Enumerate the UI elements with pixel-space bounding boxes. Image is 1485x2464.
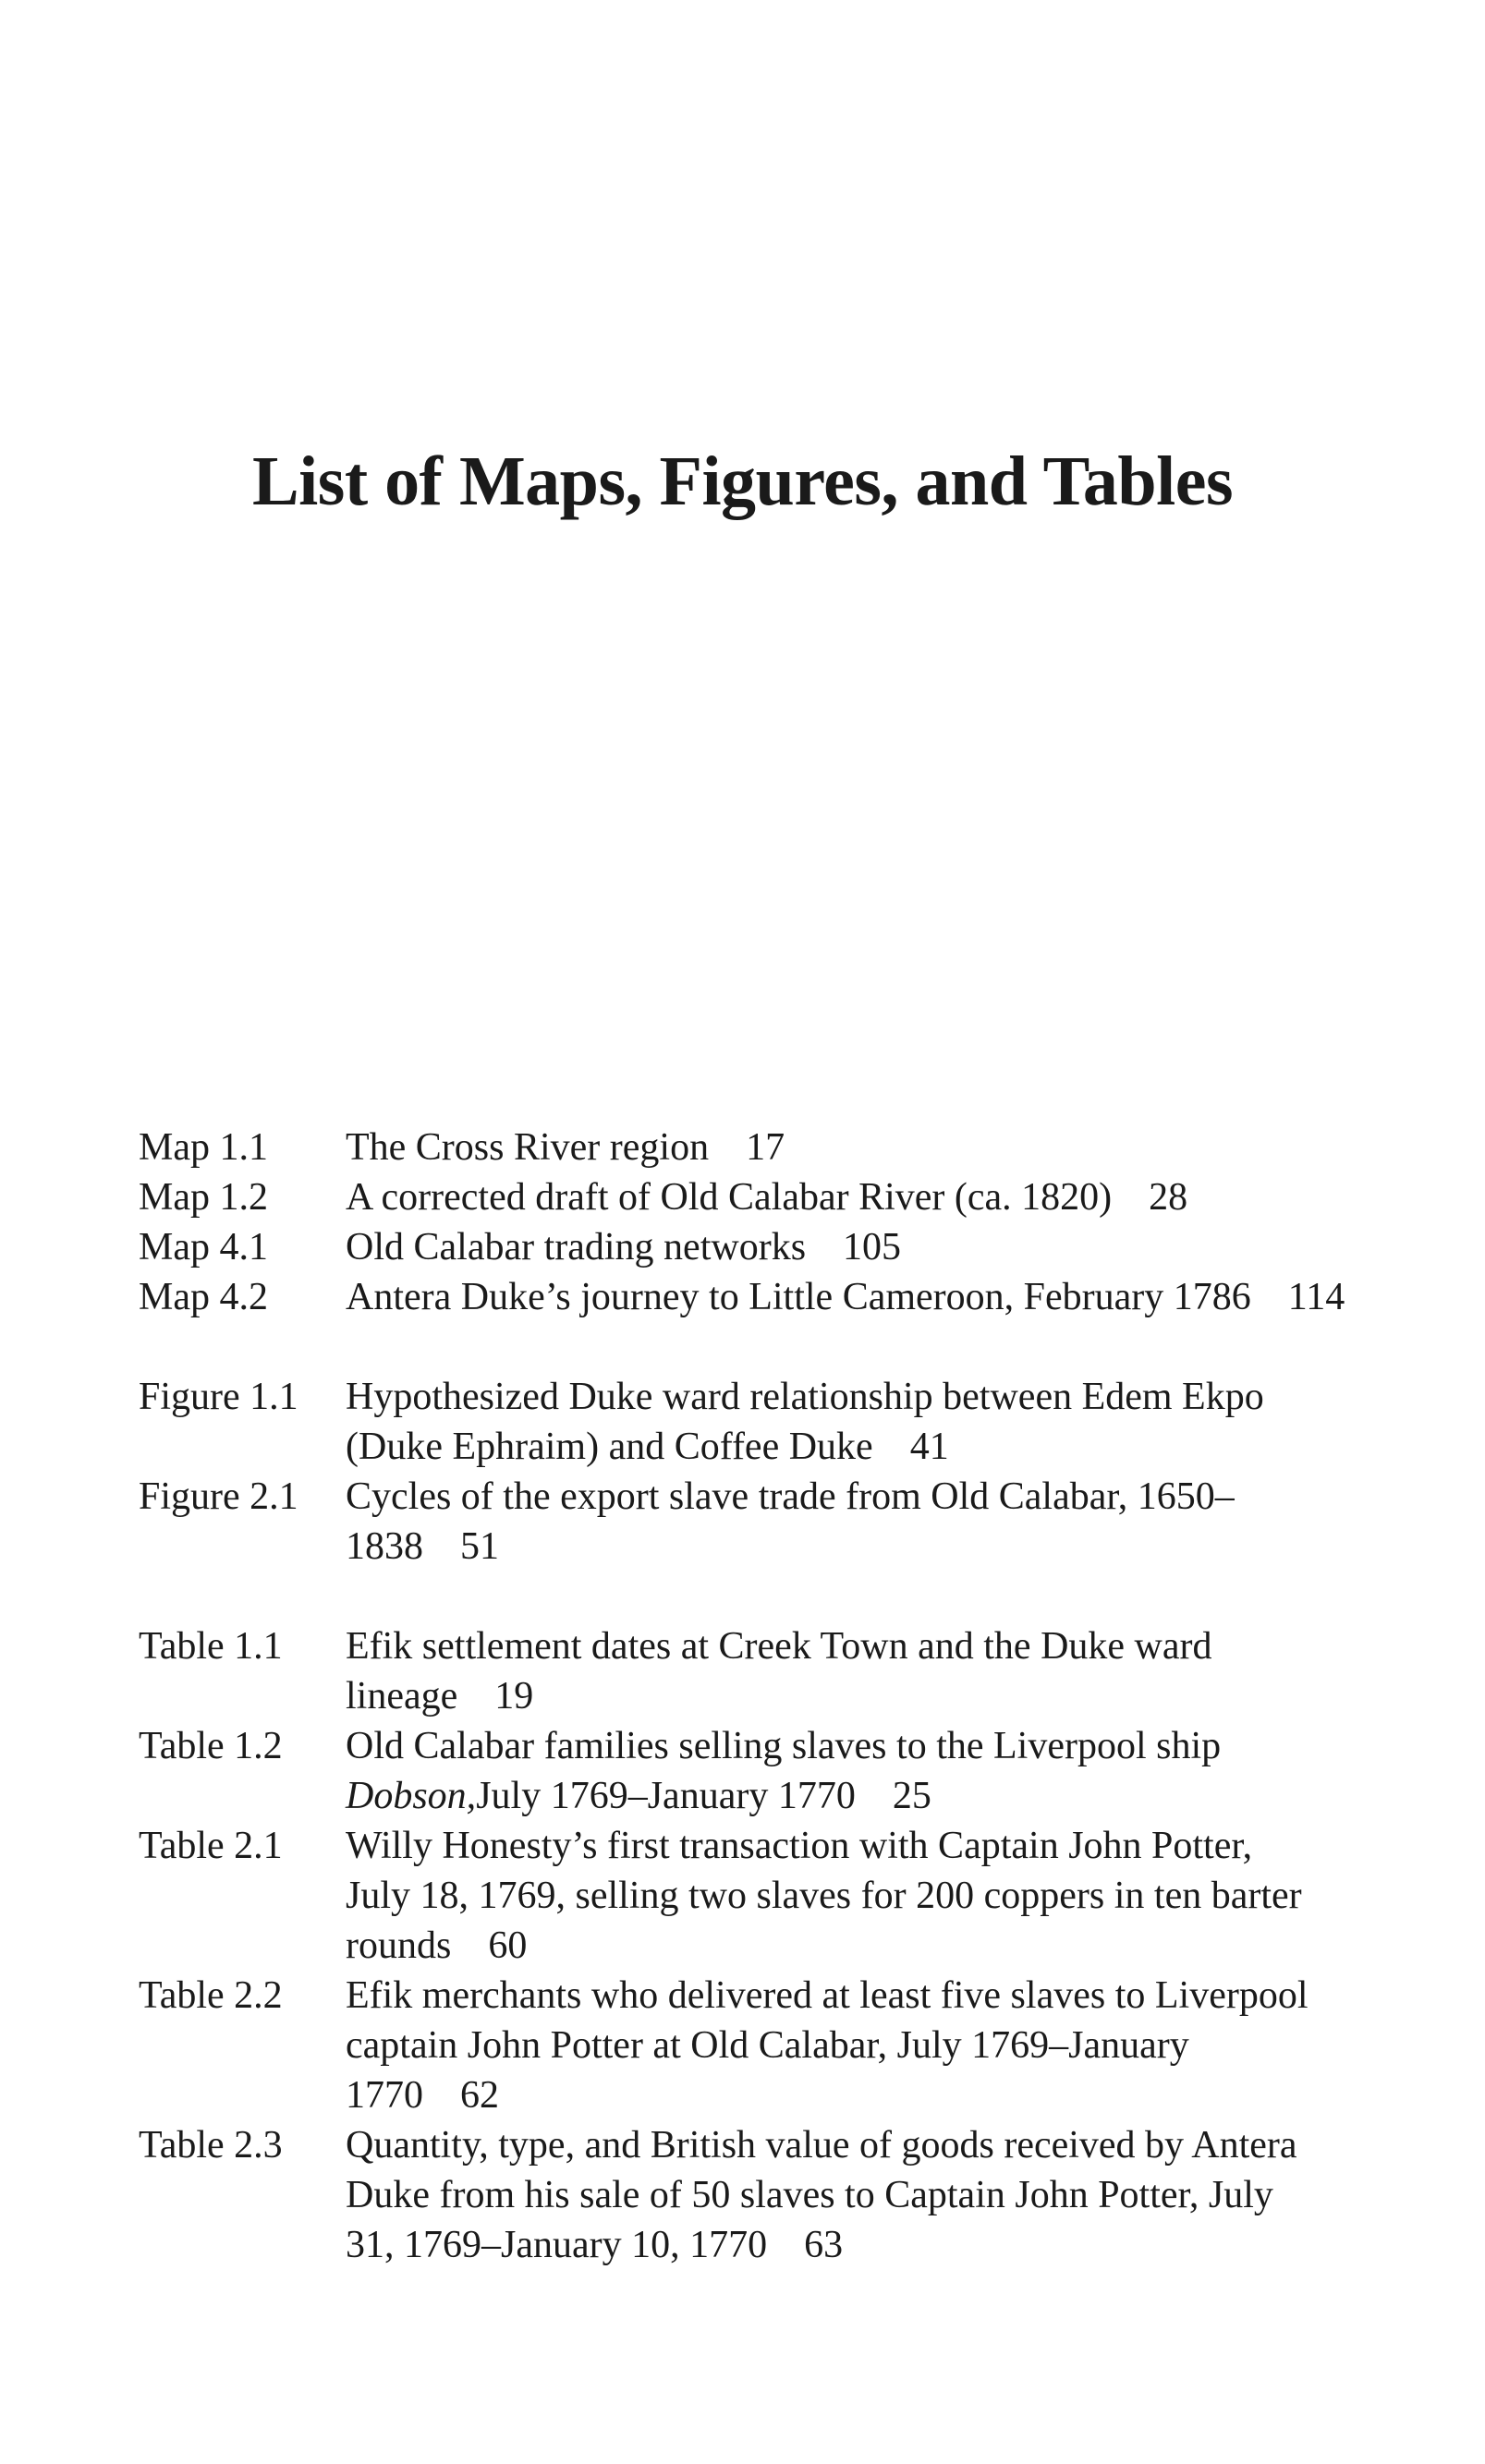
entry-label: Table 2.2 bbox=[139, 1974, 283, 2017]
entry-label: Map 1.1 bbox=[139, 1126, 268, 1169]
entry-text: A corrected draft of Old Calabar River (ca. 1820) bbox=[346, 1176, 1113, 1219]
page-number: 51 bbox=[460, 1525, 499, 1568]
entry-description bbox=[346, 1123, 1358, 1172]
figures-group bbox=[139, 1372, 1358, 1572]
entry-text: Antera Duke’s journey to Little Cameroon, February 1786 bbox=[346, 1276, 1251, 1318]
page-number: 19 bbox=[494, 1675, 534, 1718]
entry-description bbox=[346, 1821, 1325, 1971]
entry-label: Figure 2.1 bbox=[139, 1475, 298, 1518]
entry-description bbox=[346, 1372, 1325, 1472]
entry-description bbox=[346, 1472, 1325, 1572]
page-number: 114 bbox=[1287, 1276, 1345, 1318]
list-entry-table-1-2 bbox=[139, 1721, 1358, 1821]
tables-group bbox=[139, 1621, 1358, 2270]
list-entry-table-2-3 bbox=[139, 2120, 1358, 2270]
entry-description bbox=[346, 2120, 1325, 2270]
page-number: 41 bbox=[909, 1426, 949, 1468]
entry-text: Efik merchants who delivered at least five slaves to Liverpool captain John Potter at Old Calabar, July 1769–January 1770 bbox=[346, 1974, 1309, 2117]
entry-label: Figure 1.1 bbox=[139, 1376, 298, 1418]
page-number: 17 bbox=[746, 1126, 785, 1169]
entry-label: Table 1.2 bbox=[139, 1725, 283, 1767]
entry-description bbox=[346, 1621, 1325, 1721]
entry-description bbox=[346, 1721, 1325, 1821]
entry-description bbox=[346, 1272, 1358, 1322]
entry-label: Map 1.2 bbox=[139, 1176, 268, 1219]
list-entry-map-1-2 bbox=[139, 1172, 1358, 1222]
entry-label: Table 2.3 bbox=[139, 2124, 283, 2167]
page-number: 62 bbox=[460, 2074, 499, 2117]
list-entry-map-4-1 bbox=[139, 1222, 1358, 1272]
page-number: 63 bbox=[804, 2224, 844, 2266]
entry-text: Old Calabar trading networks bbox=[346, 1226, 807, 1268]
list-entry-map-1-1 bbox=[139, 1123, 1358, 1172]
list-entry-figure-2-1 bbox=[139, 1472, 1358, 1572]
entry-text: Cycles of the export slave trade from Old Calabar, 1650–1838 bbox=[346, 1475, 1235, 1568]
entry-text: Old Calabar families selling slaves to the Liverpool ship bbox=[346, 1725, 1222, 1767]
list-entry-table-1-1 bbox=[139, 1621, 1358, 1721]
entry-label: Map 4.2 bbox=[139, 1276, 268, 1318]
entry-text: Willy Honesty’s first transaction with Captain John Potter, July 18, 1769, selling two slaves for 200 coppers in ten barter rounds bbox=[346, 1825, 1302, 1967]
entry-description bbox=[346, 1222, 1358, 1272]
entry-text-continued: July 1769–January 1770 bbox=[476, 1775, 856, 1817]
page-number: 28 bbox=[1149, 1176, 1188, 1219]
entry-text: The Cross River region bbox=[346, 1126, 710, 1169]
list-entry-table-2-2 bbox=[139, 1971, 1358, 2120]
page-number: 25 bbox=[892, 1775, 931, 1817]
list-entry-figure-1-1 bbox=[139, 1372, 1358, 1472]
entry-label: Table 1.1 bbox=[139, 1625, 283, 1668]
entry-label: Table 2.1 bbox=[139, 1825, 283, 1867]
entry-description bbox=[346, 1172, 1358, 1222]
list-entry-table-2-1 bbox=[139, 1821, 1358, 1971]
page-number: 105 bbox=[843, 1226, 902, 1268]
page-title: List of Maps, Figures, and Tables bbox=[251, 443, 1234, 520]
ship-name: Dobson, bbox=[346, 1775, 477, 1817]
list-of-illustrations bbox=[139, 1123, 1358, 2320]
entry-text: Quantity, type, and British value of goods received by Antera Duke from his sale of 50 slaves to Captain John Potter, July 31, 1769–January 10, 1770 bbox=[346, 2124, 1297, 2266]
entry-text: Efik settlement dates at Creek Town and the Duke ward lineage bbox=[346, 1625, 1212, 1718]
entry-text: Hypothesized Duke ward relationship between Edem Ekpo (Duke Ephraim) and Coffee Duke bbox=[346, 1376, 1264, 1468]
list-entry-map-4-2 bbox=[139, 1272, 1358, 1322]
maps-group bbox=[139, 1123, 1358, 1322]
entry-description bbox=[346, 1971, 1325, 2120]
entry-label: Map 4.1 bbox=[139, 1226, 268, 1268]
page-number: 60 bbox=[488, 1924, 528, 1967]
